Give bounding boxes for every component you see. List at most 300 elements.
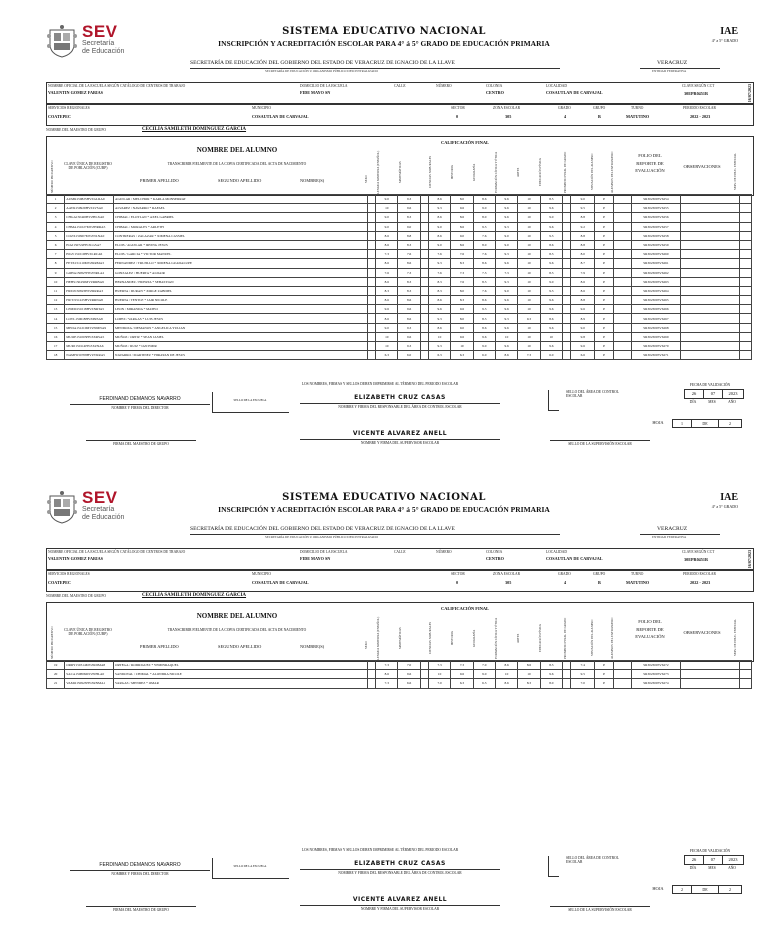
row-grade xyxy=(420,222,428,231)
row-promedio: 7.0 xyxy=(571,679,595,688)
row-grade xyxy=(420,259,428,268)
row-grade: 9.0 xyxy=(495,286,517,295)
dia-label: DÍA xyxy=(689,400,697,404)
row-grade: 9.6 xyxy=(495,195,517,204)
header-subject: ARTES xyxy=(516,633,520,643)
row-name: AGUILAR / MELCHOR * KARLA MONSERRAT xyxy=(114,195,368,204)
row-blank xyxy=(562,332,570,341)
table-row xyxy=(47,231,752,240)
mes-label: MES xyxy=(708,866,716,870)
header-numero: NÚMERO PROGRESIVO xyxy=(50,626,54,660)
row-grade: 6.3 xyxy=(376,351,398,360)
row-grade: 8.0 xyxy=(540,679,562,688)
row-blank xyxy=(562,286,570,295)
secretaria: SECRETARÍA DE EDUCACIÓN DEL GOBIERNO DEL ESTADO DE VERACRUZ DE IGNACIO DE LA LLAVE xyxy=(190,526,455,532)
row-sexo xyxy=(367,268,375,277)
row-serv xyxy=(739,259,751,268)
row-serv xyxy=(739,231,751,240)
row-serv xyxy=(739,314,751,323)
row-folio: SR3023005V6269 xyxy=(632,332,681,341)
row-sexo xyxy=(367,250,375,259)
sello-control: SELLO DEL ÁREA DE CONTROL ESCOLAR xyxy=(566,856,619,864)
row-folio: SR3023005V6270 xyxy=(632,342,681,351)
row-name: SANDOVAL / CHIMAL * ALONDRA NICOLE xyxy=(114,670,368,679)
row-number: 20 xyxy=(47,670,65,679)
students-table xyxy=(46,194,752,360)
row-grade: 10 xyxy=(540,332,562,341)
row-number: 11 xyxy=(47,286,65,295)
row-grade: 8.3 xyxy=(376,286,398,295)
row-grade: 10 xyxy=(518,204,540,213)
row-situacion: P xyxy=(595,314,613,323)
row-name: MUÑOZ / ORTIZ * SEAN JASIEL xyxy=(114,332,368,341)
table-row xyxy=(47,351,752,360)
grado-label: GRADO xyxy=(558,106,571,110)
row-grade: 10 xyxy=(518,195,540,204)
row-grade: 9.6 xyxy=(495,204,517,213)
row-grade: 8.6 xyxy=(451,213,473,222)
row-situacion: P xyxy=(595,670,613,679)
anio-label: AÑO xyxy=(728,866,736,870)
calle-label: CALLE xyxy=(394,84,406,88)
row-observaciones xyxy=(680,342,739,351)
row-grade: 8.6 xyxy=(473,195,495,204)
row-grade: 6.3 xyxy=(451,679,473,688)
colonia-label: COLONIA xyxy=(486,550,503,554)
turno-label: TURNO xyxy=(631,106,644,110)
row-sexo xyxy=(367,222,375,231)
row-serv xyxy=(739,342,751,351)
row-grade: 6.0 xyxy=(473,351,495,360)
row-number: 19 xyxy=(47,661,65,670)
row-curp: COZX150907MVZNLNA0 xyxy=(65,231,114,240)
row-situacion: P xyxy=(595,323,613,332)
row-extranjero xyxy=(613,305,631,314)
row-promedio: 8.8 xyxy=(571,240,595,249)
fecha-anio: 2023 xyxy=(722,855,744,865)
fecha-dia: 26 xyxy=(684,389,704,399)
domicilio: FIDE MAYO SN xyxy=(300,90,331,95)
row-grade xyxy=(420,305,428,314)
side-date: 16/07/2023 xyxy=(747,84,752,103)
row-sexo xyxy=(367,240,375,249)
row-grade: 8.6 xyxy=(398,259,420,268)
row-grade: 10 xyxy=(428,670,450,679)
row-grade: 8.3 xyxy=(398,277,420,286)
row-grade: 9.6 xyxy=(540,670,562,679)
row-grade: 8.3 xyxy=(518,679,540,688)
row-sexo xyxy=(367,670,375,679)
row-name: LOPEZ / VARGAS * LUIS JESUS xyxy=(114,314,368,323)
row-grade: 7.3 xyxy=(376,250,398,259)
brand-sub-2: de Educación xyxy=(82,48,125,55)
maestro-label: NOMBRE DEL MAESTRO DE GRUPO xyxy=(46,594,106,598)
row-grade: 8.0 xyxy=(451,314,473,323)
row-sexo xyxy=(367,231,375,240)
row-grade: 9.0 xyxy=(398,222,420,231)
header-nombres: NOMBRE(S) xyxy=(300,178,325,183)
row-grade: 9.6 xyxy=(495,323,517,332)
localidad-label: LOCALIDAD xyxy=(546,550,567,554)
header-calificacion: CALIFICACIÓN FINAL xyxy=(441,606,489,611)
row-observaciones xyxy=(680,213,739,222)
row-grade: 8.6 xyxy=(376,296,398,305)
hoja-total: 2 xyxy=(718,885,742,894)
row-serv xyxy=(739,351,751,360)
maestro-label: NOMBRE DEL MAESTRO DE GRUPO xyxy=(46,128,106,132)
row-grade: 10 xyxy=(518,332,540,341)
row-grade: 9.0 xyxy=(495,231,517,240)
row-extranjero xyxy=(613,332,631,341)
row-number: 17 xyxy=(47,342,65,351)
supervisor-label: NOMBRE Y FIRMA DEL SUPERVISOR ESCOLAR xyxy=(360,907,440,911)
row-sexo xyxy=(367,259,375,268)
header-numero: NÚMERO PROGRESIVO xyxy=(50,160,54,194)
entidad: VERACRUZ xyxy=(657,60,688,66)
row-grade: 8.6 xyxy=(428,296,450,305)
row-grade: 9.3 xyxy=(473,222,495,231)
row-sexo xyxy=(367,277,375,286)
row-name: CHIMAL / ELOTLAN * AXEL GABRIEL xyxy=(114,213,368,222)
row-grade: 8.3 xyxy=(540,661,562,670)
control-name: ELIZABETH CRUZ CASAS xyxy=(354,860,446,867)
row-grade: 8.3 xyxy=(473,277,495,286)
row-curp: CHMA151027MVZHRRA5 xyxy=(65,222,114,231)
row-curp: MUOE151003HVZXRSA5 xyxy=(65,332,114,341)
row-grade: 9.3 xyxy=(495,277,517,286)
header-observaciones: OBSERVACIONES xyxy=(683,164,721,169)
table-row xyxy=(47,204,752,213)
entidad-label: ENTIDAD FEDERATIVA xyxy=(652,69,687,73)
row-grade: 9.6 xyxy=(540,305,562,314)
row-grade: 7.0 xyxy=(473,661,495,670)
header-nombre-alumno: NOMBRE DEL ALUMNO xyxy=(196,146,278,154)
row-grade: 10 xyxy=(518,277,540,286)
grupo: B xyxy=(598,114,601,119)
calle-label: CALLE xyxy=(394,550,406,554)
row-grade: 7.3 xyxy=(451,661,473,670)
sello-box xyxy=(212,392,289,413)
row-grade xyxy=(420,323,428,332)
control-name: ELIZABETH CRUZ CASAS xyxy=(354,394,446,401)
row-curp: EIGV151010HVZLRCA6 xyxy=(65,250,114,259)
row-grade: 8.6 xyxy=(451,222,473,231)
row-promedio: 7.9 xyxy=(571,268,595,277)
row-grade: 7.6 xyxy=(473,250,495,259)
row-grade: 8.6 xyxy=(376,314,398,323)
school-name: VALENTIN GOMEZ FARIAS xyxy=(48,556,103,561)
localidad-label: LOCALIDAD xyxy=(546,84,567,88)
row-grade xyxy=(420,351,428,360)
row-curp: EIAJ150722HVZLGSA7 xyxy=(65,240,114,249)
row-observaciones xyxy=(680,195,739,204)
row-grade xyxy=(420,670,428,679)
row-name: HUERTA / DURAN * JORGE ZABDIEL xyxy=(114,286,368,295)
header-subject: ARTES xyxy=(516,167,520,177)
row-blank xyxy=(562,679,570,688)
row-name: GONZALEZ / HUERTA * ALDAIR xyxy=(114,268,368,277)
doc-code: IAE xyxy=(720,492,738,503)
row-observaciones xyxy=(680,305,739,314)
row-grade: 9.6 xyxy=(495,305,517,314)
row-situacion: P xyxy=(595,240,613,249)
row-grade: 7.3 xyxy=(376,661,398,670)
row-grade: 9.6 xyxy=(540,323,562,332)
header-extranjero: ALUMNOS DEL EXTRANJERO xyxy=(610,151,614,193)
row-promedio: 8.8 xyxy=(571,213,595,222)
supervisor-name: VICENTE ALVAREZ ANELL xyxy=(352,896,448,903)
header-nombre-alumno: NOMBRE DEL ALUMNO xyxy=(196,612,278,620)
row-promedio: 7.4 xyxy=(571,661,595,670)
municipio-label: MUNICIPIO xyxy=(252,572,271,576)
sector-label: SECTOR xyxy=(451,572,465,576)
entidad-label: ENTIDAD FEDERATIVA xyxy=(652,535,687,539)
row-situacion: P xyxy=(595,204,613,213)
row-observaciones xyxy=(680,250,739,259)
row-grade: 8.3 xyxy=(540,268,562,277)
row-observaciones xyxy=(680,296,739,305)
row-blank xyxy=(562,195,570,204)
row-grade: 8.6 xyxy=(376,277,398,286)
row-number: 4 xyxy=(47,222,65,231)
row-folio: SR3023005V6254 xyxy=(632,195,681,204)
row-grade: 8.3 xyxy=(451,296,473,305)
row-grade: 8.3 xyxy=(473,314,495,323)
row-blank xyxy=(562,323,570,332)
header-subject: MATEMÁTICAS xyxy=(398,161,402,183)
header-subject: FORMACIÓN CÍVICA Y ÉTICA xyxy=(494,617,498,659)
brand-name: SEV xyxy=(82,22,118,41)
row-observaciones xyxy=(680,277,739,286)
row-folio: SR3023005V6273 xyxy=(632,670,681,679)
row-grade: 8.3 xyxy=(428,277,450,286)
municipio: COSAUTLAN DE CARVAJAL xyxy=(252,114,309,119)
row-sexo xyxy=(367,323,375,332)
row-grade: 9.6 xyxy=(428,305,450,314)
director-label: NOMBRE Y FIRMA DEL DIRECTOR xyxy=(111,872,169,876)
row-serv xyxy=(739,661,751,670)
row-curp: MURJ150114HVZXZNA6 xyxy=(65,342,114,351)
row-extranjero xyxy=(613,323,631,332)
row-grade: 8.6 xyxy=(473,323,495,332)
row-grade: 9.0 xyxy=(473,204,495,213)
row-observaciones xyxy=(680,231,739,240)
row-folio: SR3023005V6268 xyxy=(632,323,681,332)
row-number: 21 xyxy=(47,679,65,688)
row-extranjero xyxy=(613,286,631,295)
row-grade: 8.0 xyxy=(451,286,473,295)
row-grade: 9.3 xyxy=(540,286,562,295)
header-subject: EDUCACIÓN FÍSICA xyxy=(538,624,542,652)
row-grade: 7.6 xyxy=(473,286,495,295)
row-promedio: 8.0 xyxy=(571,250,595,259)
row-serv xyxy=(739,240,751,249)
servicios-label: SERVICIOS REGIONALES xyxy=(48,106,90,110)
row-grade: 7.3 xyxy=(398,268,420,277)
row-extranjero xyxy=(613,296,631,305)
row-serv xyxy=(739,204,751,213)
row-grade: 9.3 xyxy=(398,323,420,332)
row-grade: 9.3 xyxy=(473,305,495,314)
row-name: CONTRERAS / ZALAZAR * XIMENA CASSIEL xyxy=(114,231,368,240)
row-grade: 9.0 xyxy=(451,231,473,240)
row-blank xyxy=(562,222,570,231)
row-curp: HUTJ151225HVZRRNA8 xyxy=(65,296,114,305)
header-transcribir: TRANSCRIBIR FIELMENTE DE LA COPIA CERTIFICADA DEL ACTA DE NACIMIENTO xyxy=(167,628,307,632)
row-observaciones xyxy=(680,314,739,323)
row-extranjero xyxy=(613,342,631,351)
row-curp: AUMR150825HVZGLRA9 xyxy=(65,195,114,204)
row-situacion: P xyxy=(595,342,613,351)
zona: 305 xyxy=(505,580,512,585)
row-grade: 9.3 xyxy=(398,342,420,351)
row-extranjero xyxy=(613,351,631,360)
entidad: VERACRUZ xyxy=(657,526,688,532)
zona-label: ZONA ESCOLAR xyxy=(493,572,521,576)
doc-subtitle: INSCRIPCIÓN Y ACREDITACIÓN ESCOLAR PARA 4° á 5° GRADO DE EDUCACIÓN PRIMARIA xyxy=(218,39,550,48)
control-label: NOMBRE Y FIRMA DEL RESPONSABLE DEL ÁREA DE CONTROL ESCOLAR xyxy=(338,405,462,409)
row-curp: NAMH150708HVZVRRA5 xyxy=(65,351,114,360)
row-number: 13 xyxy=(47,305,65,314)
sello-box xyxy=(548,856,559,877)
header-observaciones: OBSERVACIONES xyxy=(683,630,721,635)
domicilio: FIDE MAYO SN xyxy=(300,556,331,561)
row-curp: GOHA150827HVZNRLA2 xyxy=(65,268,114,277)
localidad: COSAUTLAN DE CARVAJAL xyxy=(546,90,603,95)
row-sexo xyxy=(367,195,375,204)
fecha-validacion-label: FECHA DE VALIDACIÓN xyxy=(689,849,731,853)
grado: 4 xyxy=(564,580,567,585)
header-serv-educ: SERV. DE EDUC. ESPECIAL xyxy=(733,153,737,191)
header-primer: PRIMER APELLIDO xyxy=(140,178,179,183)
grado: 4 xyxy=(564,114,567,119)
header-situacion: SITUACIÓN DEL ALUMNO xyxy=(590,153,594,191)
grupo-label: GRUPO xyxy=(593,106,606,110)
domicilio-label: DOMICILIO DE LA ESCUELA xyxy=(300,550,348,554)
row-grade: 9.0 xyxy=(376,222,398,231)
localidad: COSAUTLAN DE CARVAJAL xyxy=(546,556,603,561)
row-blank xyxy=(562,661,570,670)
doc-title: SISTEMA EDUCATIVO NACIONAL xyxy=(282,492,486,503)
row-serv xyxy=(739,195,751,204)
table-row xyxy=(47,296,752,305)
row-situacion: P xyxy=(595,277,613,286)
row-grade: 7.3 xyxy=(518,351,540,360)
row-grade: 8.3 xyxy=(451,259,473,268)
row-grade: 6.0 xyxy=(398,351,420,360)
row-grade: 6.3 xyxy=(451,351,473,360)
supervisor-label: NOMBRE Y FIRMA DEL SUPERVISOR ESCOLAR xyxy=(360,441,440,445)
numero-label: NÚMERO xyxy=(436,84,452,88)
row-grade: 8.6 xyxy=(376,670,398,679)
row-folio: SR3023005V6262 xyxy=(632,268,681,277)
row-grade: 9.6 xyxy=(398,670,420,679)
row-grade xyxy=(420,342,428,351)
cct: 30EPR0451R xyxy=(684,91,708,96)
header-sexo: SEXO xyxy=(364,175,368,183)
cct: 30EPR0451R xyxy=(684,557,708,562)
row-grade: 9.0 xyxy=(376,195,398,204)
row-promedio: 9.0 xyxy=(571,323,595,332)
row-grade xyxy=(420,314,428,323)
row-grade: 8.6 xyxy=(376,231,398,240)
row-promedio: 8.8 xyxy=(571,296,595,305)
row-grade: 8.0 xyxy=(473,240,495,249)
row-grade: 10 xyxy=(518,286,540,295)
header-subject: FORMACIÓN CÍVICA Y ÉTICA xyxy=(494,151,498,193)
row-number: 7 xyxy=(47,250,65,259)
row-curp: FETX151110MVZRRMA3 xyxy=(65,259,114,268)
row-grade: 6.3 xyxy=(428,351,450,360)
director-name: FERDINAND DEMANOS NAVARRO xyxy=(99,862,181,868)
row-grade: 8.6 xyxy=(451,240,473,249)
row-grade: 10 xyxy=(518,296,540,305)
row-extranjero xyxy=(613,679,631,688)
row-grade: 9.6 xyxy=(495,342,517,351)
row-grade: 9.0 xyxy=(451,323,473,332)
brand-sub-1: Secretaría xyxy=(82,40,115,47)
row-name: HERNANDEZ / HUERTA * SEBASTIAN xyxy=(114,277,368,286)
row-blank xyxy=(562,351,570,360)
municipio-label: MUNICIPIO xyxy=(252,106,271,110)
row-grade: 7.3 xyxy=(473,268,495,277)
row-grade: 8.6 xyxy=(376,259,398,268)
row-sexo xyxy=(367,204,375,213)
row-promedio: 9.2 xyxy=(571,222,595,231)
row-grade: 6.6 xyxy=(398,679,420,688)
row-grade xyxy=(420,679,428,688)
control-label: NOMBRE Y FIRMA DEL RESPONSABLE DEL ÁREA DE CONTROL ESCOLAR xyxy=(338,871,462,875)
row-grade: 8.3 xyxy=(540,250,562,259)
row-name: HUERTA / TENTLE * JAIR NICOLE xyxy=(114,296,368,305)
row-grade: 9.6 xyxy=(495,296,517,305)
row-promedio: 9.8 xyxy=(571,332,595,341)
row-grade: 7.0 xyxy=(398,661,420,670)
colonia: CENTRO xyxy=(486,90,504,95)
municipio: COSAUTLAN DE CARVAJAL xyxy=(252,580,309,585)
header-sexo: SEXO xyxy=(364,641,368,649)
school-name-label: NOMBRE OFICIAL DE LA ESCUELA SEGÚN CATÁLOGO DE CENTROS DE TRABAJO xyxy=(48,84,186,88)
row-curp: MEDA151210MVZNMNA9 xyxy=(65,323,114,332)
row-grade: 9.0 xyxy=(540,277,562,286)
row-grade: 8.6 xyxy=(376,240,398,249)
row-grade: 7.6 xyxy=(398,250,420,259)
row-number: 1 xyxy=(47,195,65,204)
row-situacion: P xyxy=(595,250,613,259)
row-serv xyxy=(739,332,751,341)
row-situacion: P xyxy=(595,351,613,360)
row-folio: SR3023005V6271 xyxy=(632,351,681,360)
row-sexo xyxy=(367,351,375,360)
row-situacion: P xyxy=(595,661,613,670)
row-folio: SR3023005V6267 xyxy=(632,314,681,323)
sello-box xyxy=(212,858,289,879)
row-grade xyxy=(420,204,428,213)
row-extranjero xyxy=(613,670,631,679)
row-promedio: 8.8 xyxy=(571,231,595,240)
row-observaciones xyxy=(680,268,739,277)
row-folio: SR3023005V6256 xyxy=(632,213,681,222)
fecha-anio: 2023 xyxy=(722,389,744,399)
row-grade: 10 xyxy=(428,332,450,341)
row-grade: 9.0 xyxy=(473,342,495,351)
header-calificacion: CALIFICACIÓN FINAL xyxy=(441,140,489,145)
brand-sub-1: Secretaría xyxy=(82,506,115,513)
row-folio: SR3023005V6261 xyxy=(632,259,681,268)
row-folio: SR3023005V6259 xyxy=(632,240,681,249)
hoja-total: 2 xyxy=(718,419,742,428)
row-grade: 9.3 xyxy=(428,259,450,268)
